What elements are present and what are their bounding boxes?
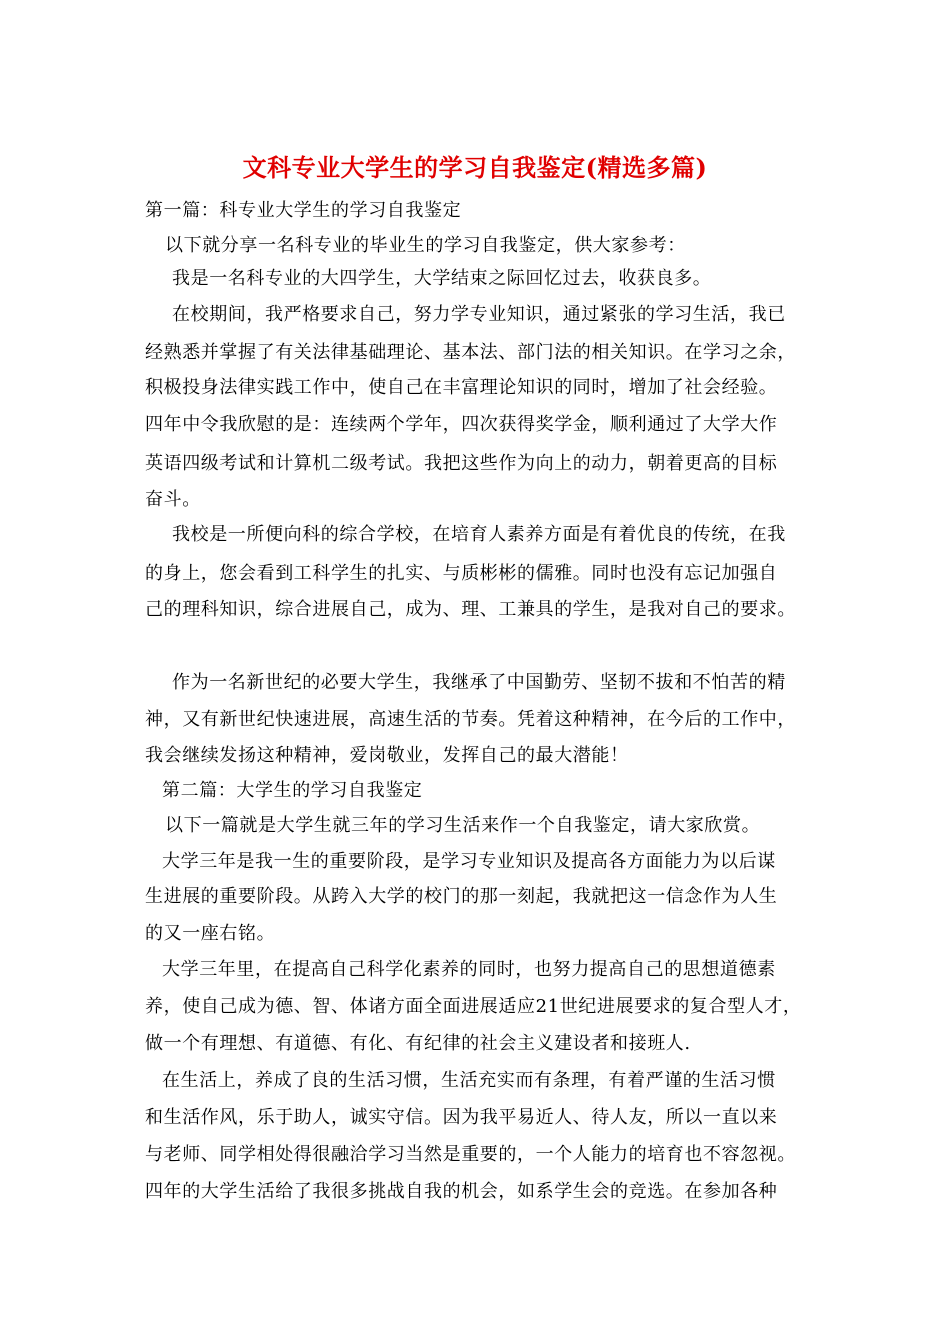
- text-line: 己的理科知识，综合进展自己，成为、理、工兼具的学生，是我对自己的要求。: [145, 599, 796, 620]
- text-line: 经熟悉并掌握了有关法律基础理论、基本法、部门法的相关知识。在学习之余，: [145, 342, 796, 363]
- text-line: 与老师、同学相处得很融洽学习当然是重要的，一个人能力的培育也不容忽视。: [145, 1144, 796, 1165]
- text-line: 在校期间，我严格要求自己，努力学专业知识，通过紧张的学习生活，我已: [172, 304, 786, 325]
- text-line: 作为一名新世纪的必要大学生，我继承了中国勤劳、坚韧不拔和不怕苦的精: [172, 672, 786, 693]
- text-line: 英语四级考试和计算机二级考试。我把这些作为向上的动力，朝着更高的目标: [145, 453, 778, 474]
- text-line: 我会继续发扬这种精神，爱岗敬业，发挥自己的最大潜能！: [145, 745, 629, 766]
- text-line: 以下就分享一名科专业的毕业生的学习自我鉴定，供大家参考：: [165, 235, 686, 256]
- text-line: 大学三年里，在提高自己科学化素养的同时，也努力提高自己的思想道德素: [162, 959, 776, 980]
- text-line: 我校是一所便向科的综合学校，在培育人素养方面是有着优良的传统，在我: [172, 524, 786, 545]
- text-line: 做一个有理想、有道德、有化、有纪律的社会主义建设者和接班人.: [145, 1033, 691, 1054]
- text-line: 在生活上，养成了良的生活习惯，生活充实而有条理，有着严谨的生活习惯: [162, 1070, 776, 1091]
- text-line: 第二篇：大学生的学习自我鉴定: [162, 780, 423, 801]
- text-line: 以下一篇就是大学生就三年的学习生活来作一个自我鉴定，请大家欣赏。: [165, 815, 761, 836]
- text-line: 神，又有新世纪快速进展，高速生活的节奏。凭着这种精神，在今后的工作中，: [145, 709, 796, 730]
- document-title: 文科专业大学生的学习自我鉴定(精选多篇): [242, 153, 708, 182]
- text-line: 的又一座右铭。: [145, 923, 276, 944]
- text-line: 积极投身法律实践工作中，使自己在丰富理论知识的同时，增加了社会经验。: [145, 377, 778, 398]
- text-line: 大学三年是我一生的重要阶段，是学习专业知识及提高各方面能力为以后谋: [162, 851, 776, 872]
- text-line: 我是一名科专业的大四学生，大学结束之际回忆过去，收获良多。: [172, 268, 712, 289]
- text-line: 四年的大学生活给了我很多挑战自我的机会，如系学生会的竞选。在参加各种: [145, 1181, 778, 1202]
- text-line: 生进展的重要阶段。从跨入大学的校门的那一刻起，我就把这一信念作为人生: [145, 886, 778, 907]
- text-line: 奋斗。: [145, 489, 201, 510]
- text-line: 第一篇：科专业大学生的学习自我鉴定: [145, 200, 462, 221]
- text-line: 养，使自己成为德、智、体诸方面全面进展适应21世纪进展要求的复合型人才，: [145, 996, 802, 1017]
- text-line: 的身上，您会看到工科学生的扎实、与质彬彬的儒雅。同时也没有忘记加强自: [145, 563, 778, 584]
- text-line: 四年中令我欣慰的是：连续两个学年，四次获得奖学金，顺利通过了大学大作: [145, 414, 778, 435]
- text-line: 和生活作风，乐于助人，诚实守信。因为我平易近人、待人友，所以一直以来: [145, 1107, 778, 1128]
